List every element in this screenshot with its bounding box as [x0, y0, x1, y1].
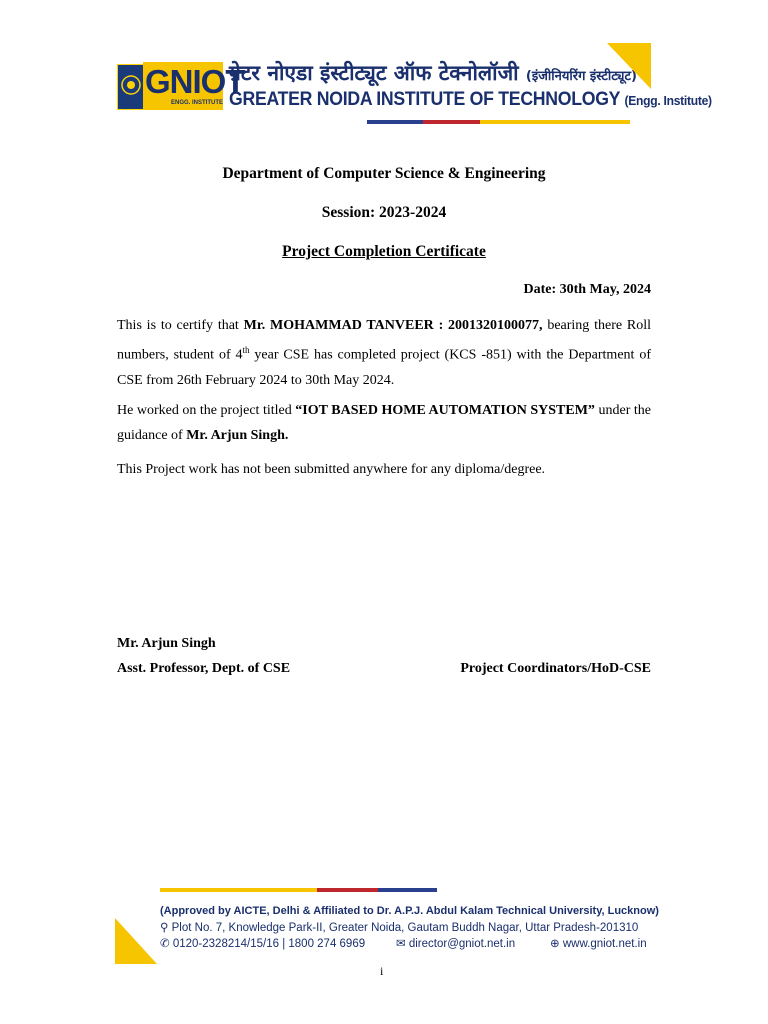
certificate-date: Date: 30th May, 2024: [523, 282, 651, 297]
project-title: “IOT BASED HOME AUTOMATION SYSTEM”: [295, 403, 595, 418]
location-pin-icon: ⚲: [160, 922, 169, 934]
footer-corner-triangle: [115, 918, 157, 964]
project-paragraph: He worked on the project titled “IOT BASED HOME AUTOMATION SYSTEM” under the guidance of Mr. Arjun Singh.: [117, 403, 651, 443]
logo-subtext: ENGG. INSTITUTE: [171, 100, 224, 106]
session-heading: Session: 2023-2024: [321, 204, 447, 221]
footer-approval: (Approved by AICTE, Delhi & Affiliated to Dr. A.P.J. Abdul Kalam Technical University, Lucknow): [160, 905, 659, 917]
footer-address-line: [160, 920, 638, 936]
email-icon: ✉: [396, 938, 406, 950]
footer-website-group: [550, 936, 647, 952]
guide-name-inline: Mr. Arjun Singh.: [186, 428, 289, 443]
footer-address: Plot No. 7, Knowledge Park-II, Greater Noida, Gautam Buddh Nagar, Uttar Pradesh-201310: [171, 922, 639, 934]
english-subtitle: (Engg. Institute): [624, 93, 712, 108]
header-stripe-blue: [367, 120, 423, 124]
declaration-paragraph: This Project work has not been submitted anywhere for any diploma/degree.: [117, 462, 546, 477]
english-institute-name: GREATER NOIDA INSTITUTE OF TECHNOLOGY (Engg. Institute): [229, 89, 712, 110]
header-stripe-red: [423, 120, 480, 124]
footer-email: director@gniot.net.in: [408, 938, 516, 950]
hindi-subtitle: (इंजीनियरिंग इंस्टीट्यूट): [525, 69, 637, 84]
gniot-logo: [143, 62, 245, 110]
globe-icon: ⊕: [550, 938, 560, 950]
student-name-roll: Mr. MOHAMMAD TANVEER : 2001320100077,: [243, 318, 543, 333]
coordinator-signature: Project Coordinators/HoD-CSE: [460, 661, 651, 676]
logo-text: GNIOT: [145, 63, 245, 100]
phone-icon: ✆: [160, 938, 170, 950]
hindi-institute-name: ग्रेटर नोएडा इंस्टीट्यूट ऑफ टेक्नोलॉजी (इंजीनियरिंग इंस्टीट्यूट): [229, 61, 637, 85]
footer-website: www.gniot.net.in: [562, 938, 647, 950]
footer-contact-line: [160, 936, 652, 952]
footer-stripe-gold: [160, 888, 317, 892]
header-corner-triangle: [607, 43, 651, 89]
page-number: i: [380, 964, 384, 978]
footer-stripe-red: [317, 888, 378, 892]
footer-email-group: [396, 936, 515, 952]
department-heading: Department of Computer Science & Engineering: [222, 165, 546, 182]
header-stripe-gold: [480, 120, 630, 124]
footer-stripe-blue: [378, 888, 437, 892]
certification-paragraph: This is to certify that Mr. MOHAMMAD TANVEER : 2001320100077, bearing there Roll numbers, student of 4th year CSE has completed project (KCS -851) with the Department of CSE from 26th February 2024 to 30th May 2024.: [117, 318, 651, 388]
guide-signature-title: Asst. Professor, Dept. of CSE: [117, 661, 291, 676]
certificate-title: Project Completion Certificate: [282, 243, 486, 260]
footer-phone: 0120-2328214/15/16 | 1800 274 6969: [172, 938, 366, 950]
guide-signature-name: Mr. Arjun Singh: [117, 636, 216, 651]
